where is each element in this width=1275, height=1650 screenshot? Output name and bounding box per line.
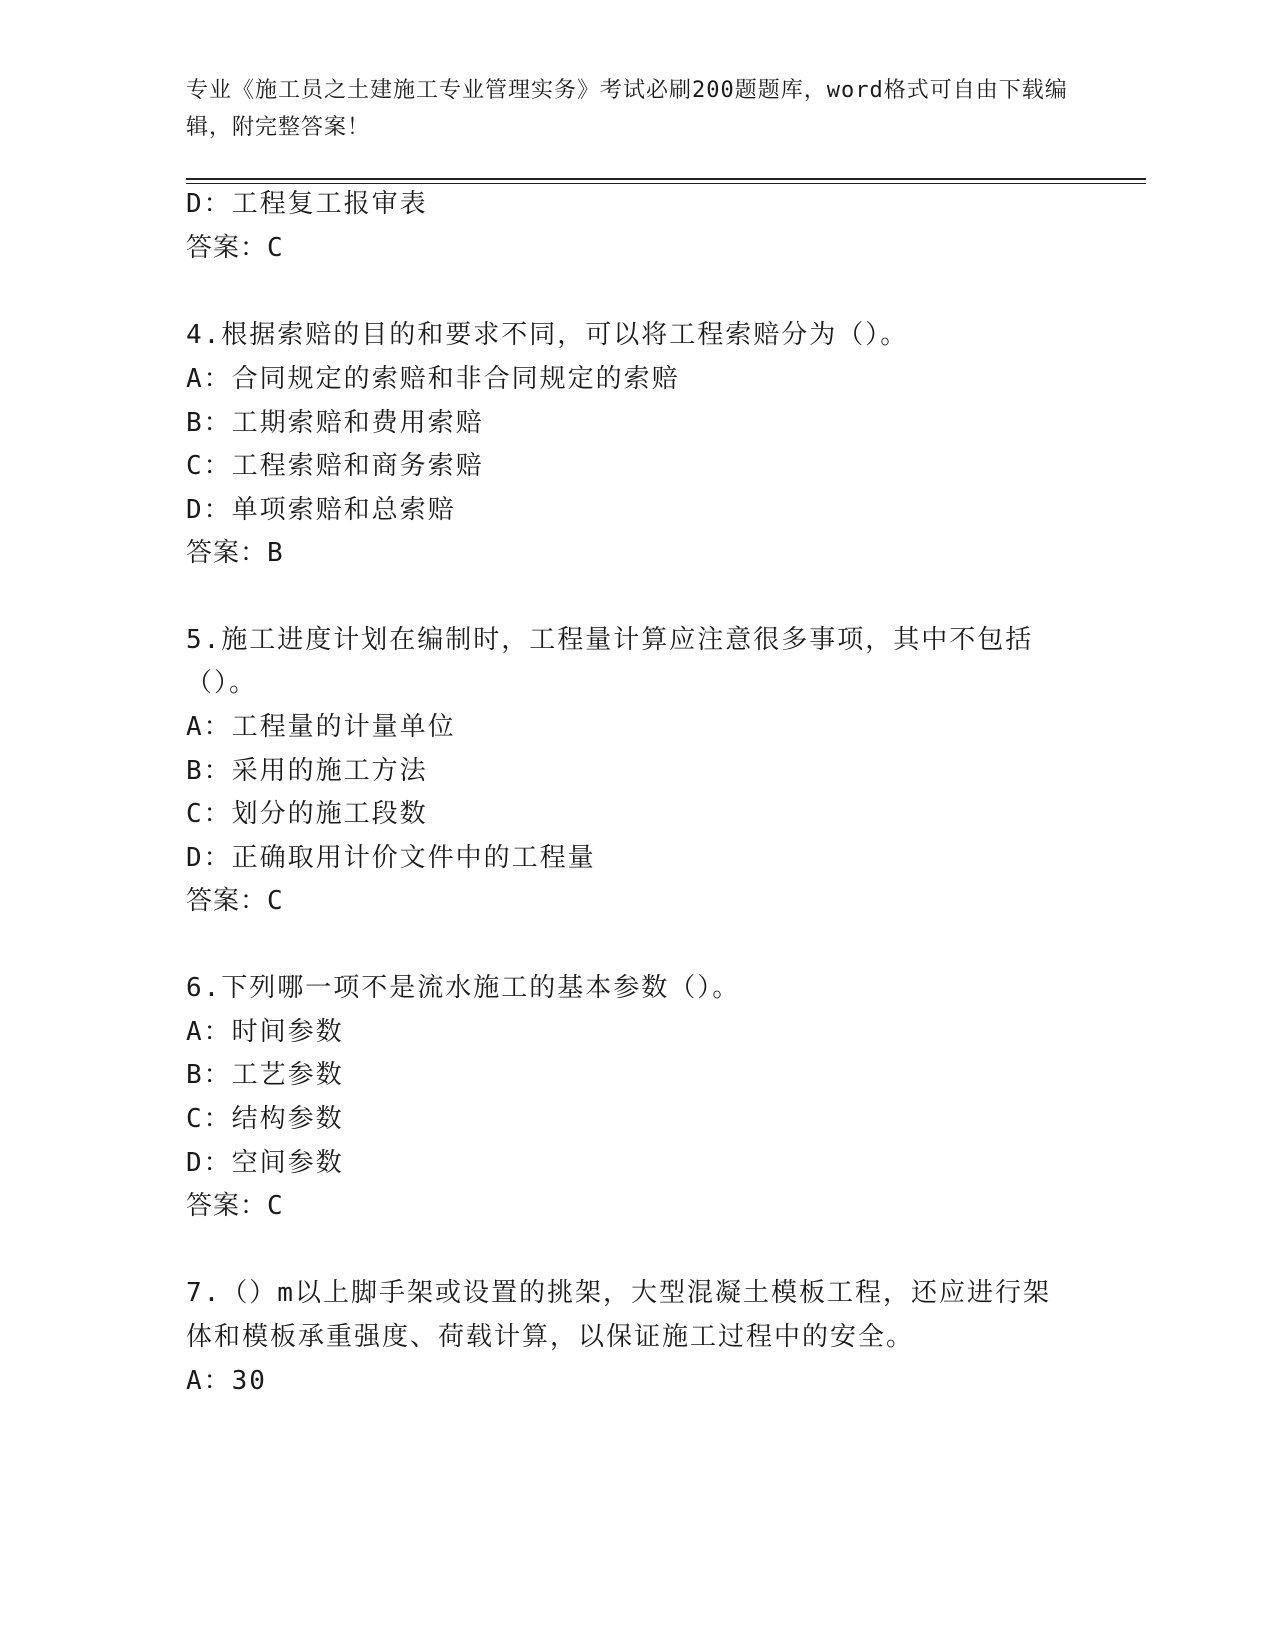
- q4-option-a: A：合同规定的索赔和非合同规定的索赔: [186, 364, 680, 394]
- q5-option-c: C：划分的施工段数: [186, 799, 428, 829]
- document-header: 专业《施工员之土建施工专业管理实务》考试必刷200题题库，word格式可自由下载编辑，附完整答案！: [186, 78, 1068, 140]
- q6-option-b: B：工艺参数: [186, 1060, 344, 1090]
- q5-option-d: D：正确取用计价文件中的工程量: [186, 843, 596, 873]
- q5-option-a: A：工程量的计量单位: [186, 712, 456, 742]
- q6-option-a: A：时间参数: [186, 1017, 344, 1047]
- q5-answer: 答案：C: [186, 886, 284, 916]
- header-divider-thick: [186, 178, 1146, 180]
- q6-answer: 答案：C: [186, 1191, 284, 1221]
- q7-question-line2: 体和模板承重强度、荷载计算，以保证施工过程中的安全。: [186, 1322, 915, 1352]
- header-divider-thin: [186, 183, 1146, 184]
- q7-question-line1: 7.（）m以上脚手架或设置的挑架，大型混凝土模板工程，还应进行架: [186, 1278, 1051, 1308]
- q4-option-d: D：单项索赔和总索赔: [186, 495, 456, 525]
- q7-option-a: A：30: [186, 1366, 267, 1396]
- q4-answer: 答案：B: [186, 538, 284, 568]
- q6-option-c: C：结构参数: [186, 1104, 344, 1134]
- q4-option-c: C：工程索赔和商务索赔: [186, 451, 484, 481]
- q3-answer: 答案：C: [186, 233, 284, 263]
- q6-question: 6.下列哪一项不是流水施工的基本参数（）。: [186, 973, 741, 1003]
- q5-question-line2: （）。: [186, 668, 258, 698]
- q4-option-b: B：工期索赔和费用索赔: [186, 408, 484, 438]
- q4-question: 4.根据索赔的目的和要求不同，可以将工程索赔分为（）。: [186, 320, 909, 350]
- q6-option-d: D：空间参数: [186, 1148, 344, 1178]
- q5-question-line1: 5.施工进度计划在编制时，工程量计算应注意很多事项，其中不包括: [186, 625, 1034, 655]
- q3-option-d: D：工程复工报审表: [186, 189, 428, 219]
- q5-option-b: B：采用的施工方法: [186, 756, 428, 786]
